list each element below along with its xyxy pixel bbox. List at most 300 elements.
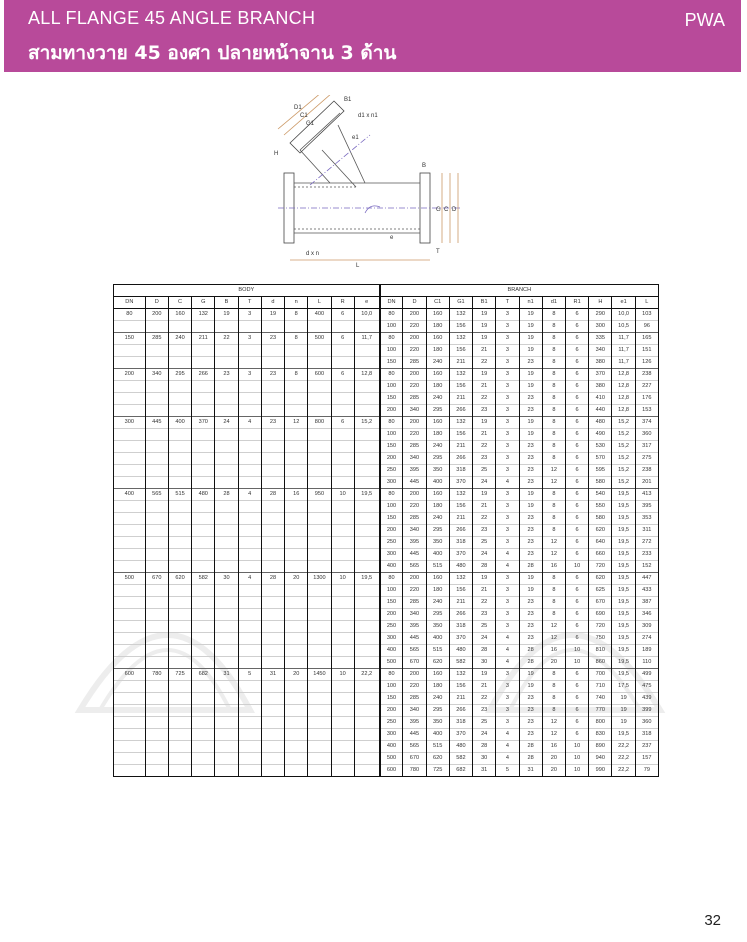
- branch-cell: 15,2: [612, 453, 635, 465]
- body-cell: 160: [168, 309, 191, 321]
- branch-cell: 21: [473, 381, 496, 393]
- branch-cell: 6: [566, 345, 589, 357]
- branch-cell: 10: [566, 765, 589, 777]
- body-cell: [145, 753, 168, 765]
- body-cell: [114, 717, 146, 729]
- branch-cell: 445: [403, 729, 426, 741]
- body-cell: [261, 753, 284, 765]
- branch-cell: 6: [566, 465, 589, 477]
- branch-cell: 670: [589, 597, 612, 609]
- body-cell: [114, 609, 146, 621]
- body-cell: [308, 717, 331, 729]
- branch-cell: 3: [496, 513, 519, 525]
- branch-cell: 540: [589, 489, 612, 501]
- branch-cell: 23: [473, 609, 496, 621]
- body-cell: [145, 525, 168, 537]
- body-cell: 670: [145, 573, 168, 585]
- body-cell: [114, 729, 146, 741]
- branch-cell: 30: [473, 657, 496, 669]
- body-cell: 200: [145, 309, 168, 321]
- branch-cell: 500: [380, 657, 403, 669]
- body-cell: [192, 753, 215, 765]
- branch-cell: 132: [449, 369, 472, 381]
- body-cell: [145, 609, 168, 621]
- page-header: [4, 0, 741, 72]
- branch-cell: 6: [566, 681, 589, 693]
- body-cell: [168, 453, 191, 465]
- branch-cell: 211: [449, 393, 472, 405]
- body-cell: [285, 405, 308, 417]
- branch-cell: 150: [380, 393, 403, 405]
- body-cell: [331, 441, 354, 453]
- label-dxn: d x n: [306, 251, 320, 257]
- branch-cell: 23: [519, 597, 542, 609]
- body-cell: [192, 465, 215, 477]
- branch-cell: 6: [566, 309, 589, 321]
- branch-cell: 10: [566, 645, 589, 657]
- body-cell: 6: [331, 417, 354, 429]
- branch-cell: 211: [449, 513, 472, 525]
- branch-cell: 740: [589, 693, 612, 705]
- body-cell: [215, 765, 238, 777]
- branch-cell: 3: [496, 669, 519, 681]
- branch-cell: 780: [403, 765, 426, 777]
- body-cell: [168, 321, 191, 333]
- body-cell: [308, 585, 331, 597]
- branch-cell: 3: [496, 441, 519, 453]
- body-cell: [168, 561, 191, 573]
- branch-cell: 300: [380, 633, 403, 645]
- branch-cell: 6: [566, 369, 589, 381]
- body-cell: [354, 609, 379, 621]
- table-row: [114, 333, 659, 345]
- label-B: B: [422, 163, 427, 169]
- body-cell: [238, 321, 261, 333]
- body-cell: [215, 465, 238, 477]
- branch-cell: 565: [403, 645, 426, 657]
- branch-col-header: T: [496, 297, 519, 309]
- body-cell: [114, 681, 146, 693]
- branch-cell: 200: [403, 417, 426, 429]
- label-D1: D1: [294, 105, 302, 111]
- table-row: [114, 597, 659, 609]
- body-cell: [285, 609, 308, 621]
- branch-cell: 19: [473, 333, 496, 345]
- body-cell: [285, 585, 308, 597]
- body-cell: 12,8: [354, 369, 379, 381]
- body-cell: 24: [215, 417, 238, 429]
- branch-cell: 250: [380, 537, 403, 549]
- body-cell: 4: [238, 489, 261, 501]
- body-cell: [261, 465, 284, 477]
- body-cell: [145, 729, 168, 741]
- branch-cell: 12: [542, 549, 565, 561]
- branch-cell: 3: [496, 333, 519, 345]
- body-cell: [215, 633, 238, 645]
- branch-cell: 3: [496, 717, 519, 729]
- branch-cell: 400: [426, 729, 449, 741]
- branch-cell: 3: [496, 501, 519, 513]
- branch-cell: 240: [426, 693, 449, 705]
- body-cell: [354, 429, 379, 441]
- branch-cell: 6: [566, 453, 589, 465]
- body-cell: [261, 657, 284, 669]
- branch-col-header: R1: [566, 297, 589, 309]
- body-cell: [331, 345, 354, 357]
- branch-cell: 6: [566, 405, 589, 417]
- branch-cell: 285: [403, 393, 426, 405]
- table-row: [114, 381, 659, 393]
- branch-cell: 132: [449, 669, 472, 681]
- branch-cell: 211: [449, 441, 472, 453]
- branch-cell: 6: [566, 573, 589, 585]
- branch-cell: 12: [542, 633, 565, 645]
- body-cell: [308, 393, 331, 405]
- branch-cell: 150: [380, 693, 403, 705]
- body-cell: [331, 381, 354, 393]
- table-body: [114, 309, 659, 777]
- branch-cell: 3: [496, 525, 519, 537]
- branch-cell: 23: [519, 357, 542, 369]
- label-D: D: [452, 207, 457, 213]
- body-cell: [192, 549, 215, 561]
- body-cell: [145, 741, 168, 753]
- table-row: [114, 765, 659, 777]
- body-cell: [215, 357, 238, 369]
- body-cell: [215, 381, 238, 393]
- branch-cell: 23: [519, 393, 542, 405]
- body-cell: 22: [215, 333, 238, 345]
- branch-cell: 220: [403, 681, 426, 693]
- body-cell: [114, 393, 146, 405]
- body-cell: [261, 549, 284, 561]
- body-group-header: BODY: [114, 285, 380, 297]
- body-cell: [145, 381, 168, 393]
- body-cell: [285, 597, 308, 609]
- branch-cell: 445: [403, 633, 426, 645]
- branch-cell: 19,5: [612, 609, 635, 621]
- branch-cell: 20: [542, 753, 565, 765]
- branch-cell: 3: [496, 621, 519, 633]
- branch-cell: 100: [380, 321, 403, 333]
- branch-cell: 19,5: [612, 585, 635, 597]
- body-cell: [261, 381, 284, 393]
- table-row: [114, 405, 659, 417]
- body-cell: [261, 429, 284, 441]
- branch-cell: 25: [473, 537, 496, 549]
- branch-cell: 180: [426, 501, 449, 513]
- branch-cell: 360: [635, 717, 658, 729]
- branch-cell: 180: [426, 681, 449, 693]
- body-cell: [114, 405, 146, 417]
- title-thai: สามทางวาย 45 องศา ปลายหน้าจาน 3 ด้าน: [28, 42, 397, 64]
- body-cell: [354, 465, 379, 477]
- body-cell: 600: [308, 369, 331, 381]
- body-cell: 211: [192, 333, 215, 345]
- branch-cell: 21: [473, 681, 496, 693]
- branch-cell: 395: [403, 717, 426, 729]
- branch-cell: 285: [403, 441, 426, 453]
- branch-cell: 3: [496, 597, 519, 609]
- branch-cell: 670: [403, 657, 426, 669]
- body-col-header: d: [261, 297, 284, 309]
- body-cell: [114, 453, 146, 465]
- body-cell: [168, 537, 191, 549]
- body-cell: [145, 405, 168, 417]
- body-cell: 3: [238, 369, 261, 381]
- branch-cell: 6: [566, 525, 589, 537]
- branch-cell: 295: [426, 453, 449, 465]
- branch-cell: 28: [473, 645, 496, 657]
- branch-cell: 890: [589, 741, 612, 753]
- branch-cell: 19,5: [612, 513, 635, 525]
- branch-cell: 4: [496, 561, 519, 573]
- branch-cell: 710: [589, 681, 612, 693]
- branch-cell: 4: [496, 633, 519, 645]
- branch-cell: 12: [542, 537, 565, 549]
- branch-cell: 22: [473, 513, 496, 525]
- branch-cell: 285: [403, 513, 426, 525]
- branch-cell: 220: [403, 321, 426, 333]
- branch-cell: 8: [542, 585, 565, 597]
- branch-cell: 400: [380, 561, 403, 573]
- branch-col-header: B1: [473, 297, 496, 309]
- body-cell: [354, 405, 379, 417]
- body-cell: [145, 645, 168, 657]
- body-cell: [331, 753, 354, 765]
- branch-cell: 340: [403, 405, 426, 417]
- body-cell: 295: [168, 369, 191, 381]
- branch-cell: 6: [566, 549, 589, 561]
- branch-cell: 515: [426, 561, 449, 573]
- table-row: [114, 681, 659, 693]
- table-row: [114, 321, 659, 333]
- branch-cell: 285: [403, 693, 426, 705]
- branch-cell: 238: [635, 369, 658, 381]
- branch-cell: 340: [403, 525, 426, 537]
- branch-cell: 266: [449, 705, 472, 717]
- body-cell: [354, 681, 379, 693]
- body-cell: [192, 645, 215, 657]
- body-cell: [331, 621, 354, 633]
- body-cell: 682: [192, 669, 215, 681]
- branch-cell: 250: [380, 621, 403, 633]
- body-cell: 19,5: [354, 573, 379, 585]
- body-cell: 400: [168, 417, 191, 429]
- body-cell: [215, 393, 238, 405]
- branch-cell: 8: [542, 489, 565, 501]
- body-cell: [261, 441, 284, 453]
- branch-cell: 720: [589, 561, 612, 573]
- body-cell: 780: [145, 669, 168, 681]
- branch-cell: 353: [635, 513, 658, 525]
- body-cell: [261, 321, 284, 333]
- branch-cell: 19,5: [612, 669, 635, 681]
- body-cell: [238, 537, 261, 549]
- branch-cell: 189: [635, 645, 658, 657]
- branch-cell: 22: [473, 393, 496, 405]
- branch-cell: 80: [380, 309, 403, 321]
- body-cell: 10: [331, 489, 354, 501]
- body-cell: [145, 321, 168, 333]
- body-cell: [168, 741, 191, 753]
- body-cell: [238, 765, 261, 777]
- branch-cell: 8: [542, 525, 565, 537]
- body-cell: [285, 621, 308, 633]
- body-cell: [145, 597, 168, 609]
- body-cell: [354, 645, 379, 657]
- branch-col-header: n1: [519, 297, 542, 309]
- body-cell: [354, 513, 379, 525]
- body-cell: [308, 729, 331, 741]
- branch-cell: 28: [519, 741, 542, 753]
- body-cell: [308, 441, 331, 453]
- branch-cell: 620: [589, 525, 612, 537]
- branch-cell: 23: [473, 405, 496, 417]
- body-cell: [261, 741, 284, 753]
- branch-cell: 176: [635, 393, 658, 405]
- branch-cell: 475: [635, 681, 658, 693]
- body-cell: 1450: [308, 669, 331, 681]
- body-cell: [192, 657, 215, 669]
- body-cell: 31: [215, 669, 238, 681]
- branch-cell: 8: [542, 681, 565, 693]
- branch-cell: 6: [566, 441, 589, 453]
- body-cell: [192, 765, 215, 777]
- branch-cell: 80: [380, 333, 403, 345]
- branch-cell: 22,2: [612, 753, 635, 765]
- body-cell: [114, 441, 146, 453]
- branch-cell: 290: [589, 309, 612, 321]
- body-cell: [145, 549, 168, 561]
- branch-cell: 750: [589, 633, 612, 645]
- branch-cell: 156: [449, 381, 472, 393]
- branch-cell: 28: [519, 753, 542, 765]
- branch-cell: 311: [635, 525, 658, 537]
- branch-cell: 28: [473, 561, 496, 573]
- body-cell: [215, 477, 238, 489]
- branch-cell: 220: [403, 585, 426, 597]
- body-cell: [285, 501, 308, 513]
- body-cell: 445: [145, 417, 168, 429]
- body-cell: [261, 681, 284, 693]
- table-row: [114, 669, 659, 681]
- body-cell: [261, 513, 284, 525]
- branch-cell: 28: [519, 657, 542, 669]
- body-cell: 620: [168, 573, 191, 585]
- branch-cell: 126: [635, 357, 658, 369]
- branch-cell: 19,5: [612, 633, 635, 645]
- body-cell: [168, 597, 191, 609]
- body-cell: [354, 321, 379, 333]
- table-row: [114, 705, 659, 717]
- body-cell: [238, 633, 261, 645]
- body-cell: 725: [168, 669, 191, 681]
- branch-cell: 295: [426, 405, 449, 417]
- branch-cell: 6: [566, 417, 589, 429]
- body-cell: [308, 501, 331, 513]
- branch-cell: 220: [403, 501, 426, 513]
- body-cell: [354, 549, 379, 561]
- branch-cell: 370: [449, 633, 472, 645]
- body-cell: [331, 609, 354, 621]
- body-cell: [215, 753, 238, 765]
- branch-cell: 150: [380, 597, 403, 609]
- body-cell: [261, 405, 284, 417]
- body-cell: 28: [261, 489, 284, 501]
- branch-cell: 6: [566, 357, 589, 369]
- body-cell: [114, 381, 146, 393]
- branch-cell: 110: [635, 657, 658, 669]
- body-cell: [215, 741, 238, 753]
- branch-cell: 23: [473, 525, 496, 537]
- branch-cell: 28: [519, 561, 542, 573]
- branch-cell: 370: [449, 549, 472, 561]
- branch-cell: 625: [589, 585, 612, 597]
- branch-cell: 400: [426, 549, 449, 561]
- body-cell: 28: [215, 489, 238, 501]
- branch-cell: 11,7: [612, 333, 635, 345]
- branch-cell: 570: [589, 453, 612, 465]
- branch-cell: 6: [566, 489, 589, 501]
- body-cell: [308, 525, 331, 537]
- branch-cell: 23: [519, 621, 542, 633]
- branch-cell: 6: [566, 597, 589, 609]
- body-cell: [354, 633, 379, 645]
- body-cell: [114, 705, 146, 717]
- branch-cell: 100: [380, 681, 403, 693]
- body-cell: [168, 645, 191, 657]
- body-cell: 20: [285, 573, 308, 585]
- branch-cell: 19: [519, 345, 542, 357]
- branch-cell: 10: [566, 657, 589, 669]
- branch-cell: 25: [473, 465, 496, 477]
- body-cell: [215, 693, 238, 705]
- table-row: [114, 393, 659, 405]
- branch-cell: 23: [519, 705, 542, 717]
- body-cell: 240: [168, 333, 191, 345]
- body-cell: 480: [192, 489, 215, 501]
- branch-cell: 156: [449, 345, 472, 357]
- body-cell: [238, 441, 261, 453]
- branch-cell: 6: [566, 705, 589, 717]
- branch-cell: 3: [496, 309, 519, 321]
- branch-cell: 20: [542, 657, 565, 669]
- branch-cell: 156: [449, 501, 472, 513]
- body-cell: [331, 453, 354, 465]
- branch-cell: 11,7: [612, 357, 635, 369]
- branch-cell: 433: [635, 585, 658, 597]
- branch-cell: 6: [566, 393, 589, 405]
- body-cell: [308, 753, 331, 765]
- branch-cell: 8: [542, 501, 565, 513]
- body-cell: [114, 561, 146, 573]
- branch-cell: 23: [519, 537, 542, 549]
- body-cell: [238, 561, 261, 573]
- body-cell: [114, 597, 146, 609]
- branch-cell: 6: [566, 501, 589, 513]
- branch-cell: 28: [473, 741, 496, 753]
- branch-cell: 23: [519, 693, 542, 705]
- body-cell: [215, 585, 238, 597]
- body-cell: [308, 453, 331, 465]
- table-row: [114, 429, 659, 441]
- body-cell: 150: [114, 333, 146, 345]
- branch-cell: 23: [473, 453, 496, 465]
- branch-cell: 24: [473, 549, 496, 561]
- branch-cell: 3: [496, 453, 519, 465]
- branch-cell: 100: [380, 501, 403, 513]
